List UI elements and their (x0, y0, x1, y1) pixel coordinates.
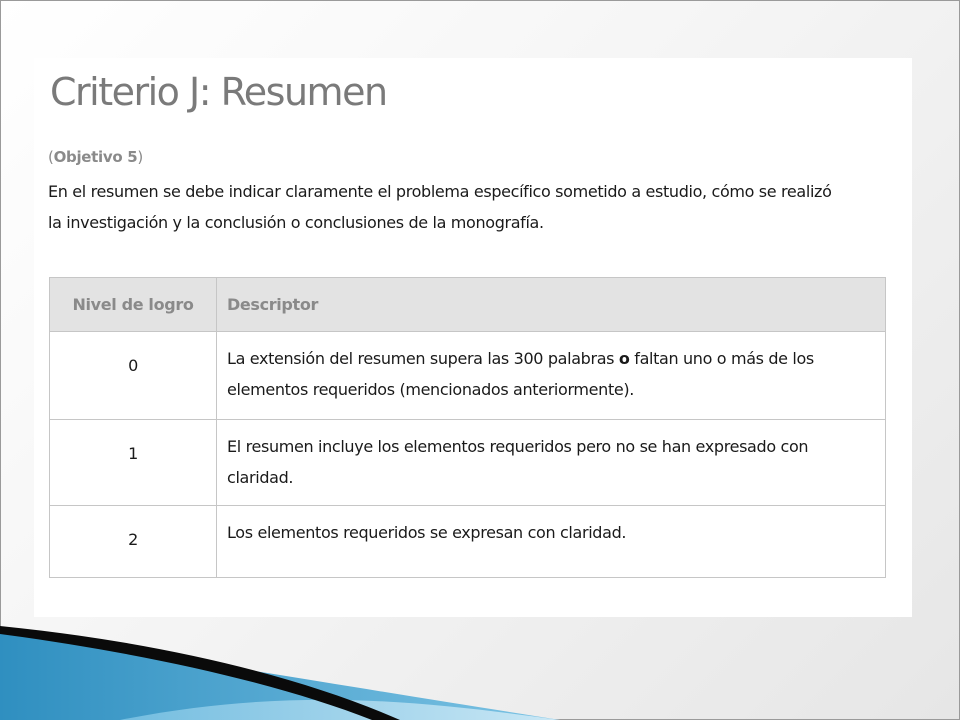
descriptor-cell (217, 332, 886, 420)
page-title: Criterio J: Resumen (50, 70, 387, 114)
descriptor-cell (217, 506, 886, 578)
descriptor-line: Los elementos requeridos se expresan con claridad. (227, 523, 627, 542)
descriptor-text: faltan uno o más de los (629, 349, 814, 368)
objective-label (48, 148, 143, 166)
descriptor-emphasis: o (618, 349, 630, 368)
level-cell: 1 (50, 420, 217, 506)
objective-open-paren: ( (48, 148, 54, 166)
header-descriptor: Descriptor (217, 278, 886, 332)
objective-close-paren: ) (137, 148, 143, 166)
table-row (50, 332, 886, 420)
table-row (50, 420, 886, 506)
descriptor-line (227, 343, 875, 374)
descriptor-line: El resumen incluye los elementos requeridos pero no se han expresado con (227, 437, 809, 456)
descriptor-line: elementos requeridos (mencionados anteriormente). (227, 380, 634, 399)
intro-paragraph (48, 176, 908, 238)
rubric-table (49, 277, 886, 578)
objective-text: Objetivo 5 (53, 148, 138, 166)
descriptor-text: La extensión del resumen supera las 300 palabras (227, 349, 619, 368)
document-card (34, 58, 912, 617)
level-cell: 0 (50, 332, 217, 420)
table-header-row (50, 278, 886, 332)
descriptor-line: claridad. (227, 468, 294, 487)
intro-line: En el resumen se debe indicar claramente el problema específico sometido a estudio, cómo se realizó (48, 182, 832, 201)
descriptor-cell (217, 420, 886, 506)
decorative-swoosh (0, 580, 560, 720)
table-row (50, 506, 886, 578)
intro-line: la investigación y la conclusión o conclusiones de la monografía. (48, 213, 544, 232)
level-cell: 2 (50, 506, 217, 578)
header-nivel-de-logro: Nivel de logro (50, 278, 217, 332)
